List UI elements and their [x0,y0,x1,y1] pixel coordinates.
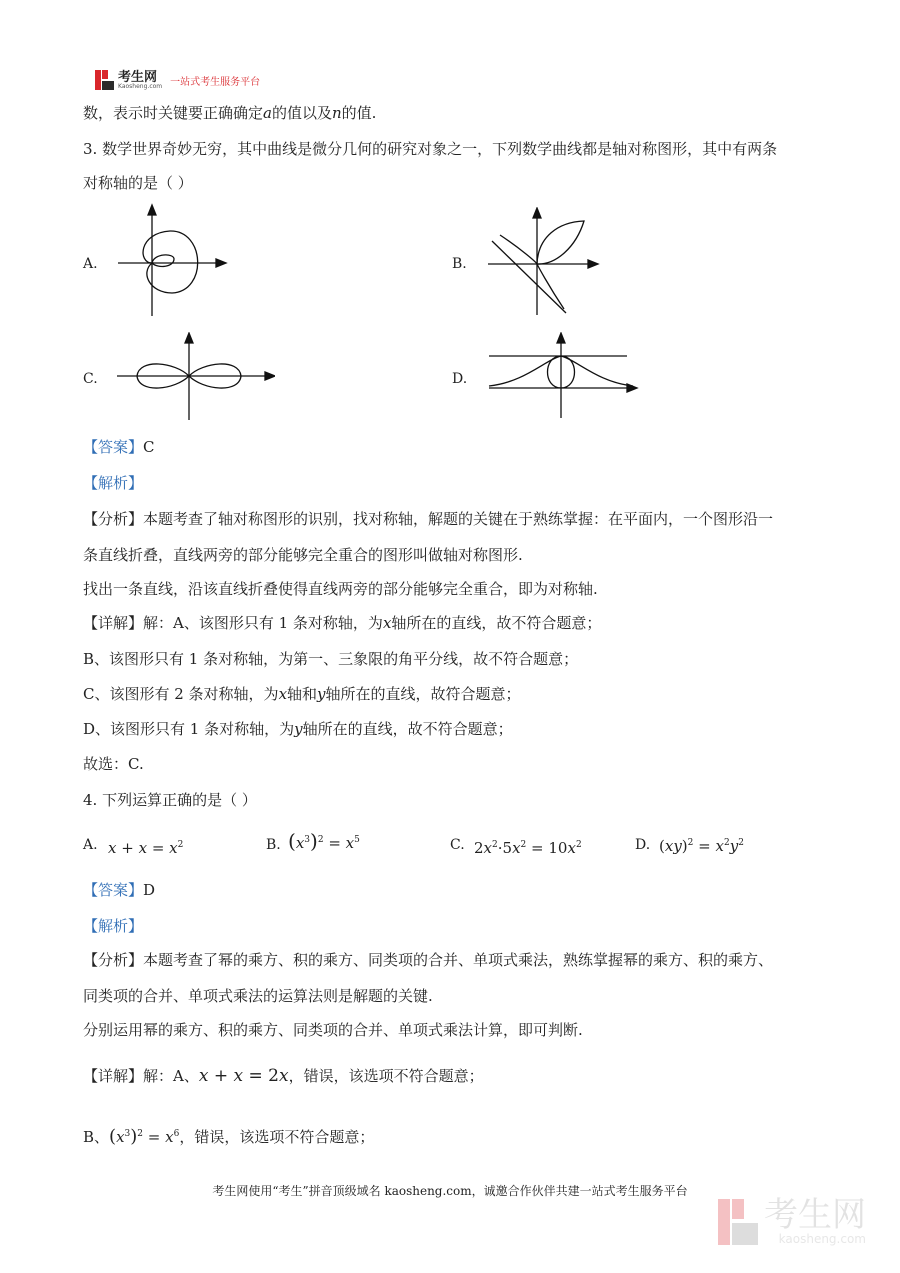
q4-stem: 4. 下列运算正确的是（ ） [83,791,257,809]
footer-text: 考生网使用“考生”拼音顶级域名 kaosheng.com，诚邀合作伙伴共建一站式考生服务平台 [212,1184,688,1198]
q4-detail-line2: B、$(x^3)^2 = x^6$，错误，该选项不符合题意； [83,1126,375,1147]
q3-stem-line2: 对称轴的是（ ） [83,174,193,192]
q3-analysis-tag: 【解析】 [83,474,144,492]
q4-fenxi-line2: 同类项的合并、单项式乘法的运算法则是解题的关键. [83,987,433,1005]
q4-option-c-formula: $2x^2\cdot 5x^2 = 10x^2$ [474,839,582,857]
q3-detail-line2: B、该图形只有 1 条对称轴，为第一、三象限的角平分线，故不符合题意； [83,650,579,668]
continuation-line: 数，表示时关键要正确确定a的值以及n的值. [83,104,377,122]
watermark-logo [718,1195,866,1246]
logo-name: 考生网 [118,69,158,85]
q3-option-a-label: A. [83,256,98,272]
q3-figure-c [115,332,275,422]
q4-analysis-tag: 【解析】 [83,917,144,935]
q4-option-a-formula: $x + x = x^2$ [108,839,184,857]
kaosheng-logo-icon [95,70,115,90]
header-logo [95,70,260,90]
q4-fenxi-line3: 分别运用幂的乘方、积的乘方、同类项的合并、单项式乘法计算，即可判断. [83,1021,583,1039]
q3-option-d-label: D. [452,371,468,387]
logo-slogan: 一站式考生服务平台 [170,76,261,88]
q3-figure-a [110,203,230,318]
watermark-logo-icon [718,1199,758,1245]
q4-option-b-label: B. [266,837,281,853]
q4-fenxi-line1: 【分析】本题考查了幂的乘方、积的乘方、同类项的合并、单项式乘法，熟练掌握幂的乘方、积的乘方、 [83,951,774,969]
q3-figure-d [485,332,640,422]
q4-detail-line1: 【详解】解：A、x + x = 2x，错误，该选项不符合题意； [83,1066,484,1086]
q4-option-d-formula: $(xy)^2 = x^2y^2$ [659,837,744,855]
q3-fenxi-line3: 找出一条直线，沿该直线折叠使得直线两旁的部分能够完全重合，即为对称轴. [83,580,598,598]
logo-domain: Kaosheng.com [118,82,163,90]
q3-figure-b [486,207,606,317]
q4-answer-line: 【答案】D [83,881,156,899]
watermark-domain: kaosheng.com [778,1232,866,1246]
q3-fenxi-line1: 【分析】本题考查了轴对称图形的识别，找对称轴，解题的关键在于熟练掌握：在平面内，一个图形沿一 [83,510,774,528]
q4-option-c-label: C. [450,837,465,853]
q4-option-a-label: A. [83,837,98,853]
q3-stem-line1: 3. 数学世界奇妙无穷，其中曲线是微分几何的研究对象之一，下列数学曲线都是轴对称图形，其中有两条 [83,140,778,158]
q3-option-c-label: C. [83,371,98,387]
q3-choose-line: 故选：C. [83,755,144,773]
watermark-name: 考生网 [764,1195,866,1235]
q3-detail-line1: 【详解】解：A、该图形只有 1 条对称轴，为x轴所在的直线，故不符合题意； [83,614,602,632]
q3-detail-line3: C、该图形有 2 条对称轴，为x轴和y轴所在的直线，故符合题意； [83,685,521,703]
q3-answer-line: 【答案】C [83,438,155,456]
q4-option-b-formula: $(x^3)^2 = x^5$ [288,829,360,853]
q3-fenxi-line2: 条直线折叠，直线两旁的部分能够完全重合的图形叫做轴对称图形. [83,546,523,564]
q3-detail-line4: D、该图形只有 1 条对称轴，为y轴所在的直线，故不符合题意； [83,720,513,738]
q4-option-d-label: D. [635,837,651,853]
q3-option-b-label: B. [452,256,467,272]
